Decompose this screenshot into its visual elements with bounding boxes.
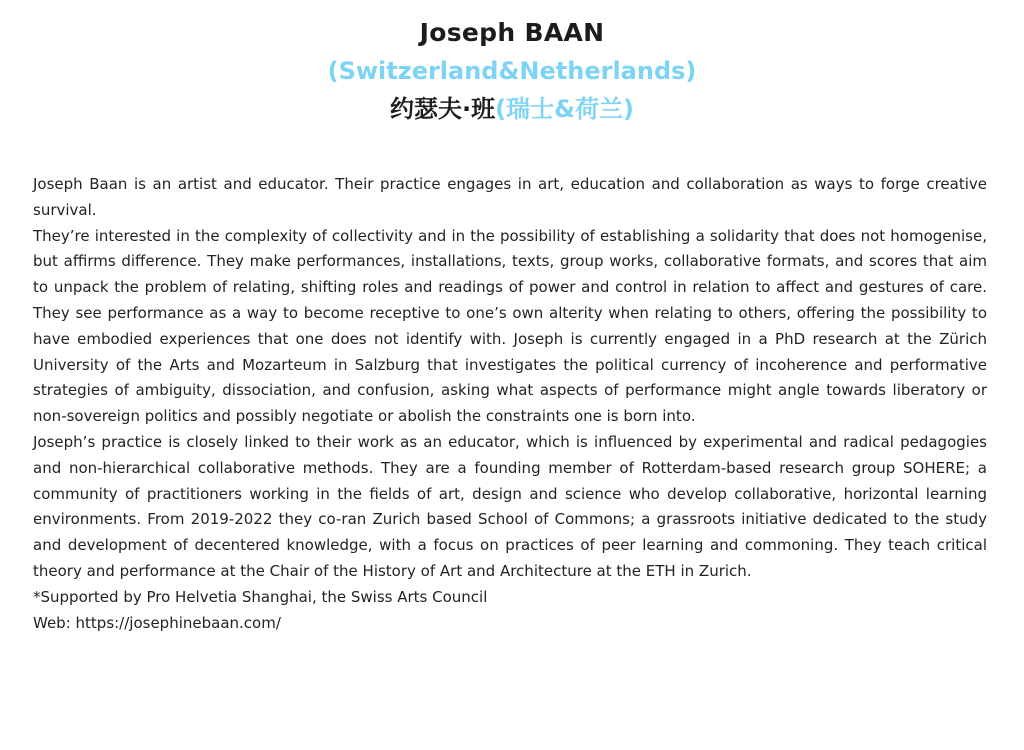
bio-paragraph-practice: They’re interested in the complexity of collectivity and in the possibility of establishing a solidarity that does not homogenise, but affirms difference. They make performances, installations, texts, group works, collaborative formats, and scores that aim to unpack the problem of relating, shifting roles and readings of power and control in relation to affect and gestures of care. They see performance as a way to become receptive to one’s own alterity when relating to others, offering the possibility to have embodied experiences that one does not identify with. Joseph is currently engaged in a PhD research at the Zürich University of the Arts and Mozarteum in Salzburg that investigates the political currency of incoherence and performative strategies of ambiguity, dissociation, and confusion, asking what aspects of performance might angle towards liberatory or non-sovereign politics and possibly negotiate or abolish the constraints one is born into. [33, 226, 987, 426]
artist-biography [33, 172, 987, 636]
bio-paragraph-education: Joseph’s practice is closely linked to their work as an educator, which is influenced by experimental and radical pedagogies and non-hierarchical collaborative methods. They are a founding member of Rotterdam-based research group SOHERE; a community of practitioners working in the fields of art, design and science who develop collaborative, horizontal learning environments. From 2019-2022 they co-ran Zurich based School of Commons; a grassroots initiative dedicated to the study and development of decentered knowledge, with a focus on practices of peer learning and commoning. They teach critical theory and performance at the Chair of the History of Art and Architecture at the ETH in Zurich. [33, 432, 987, 580]
artist-country: (Switzerland&Netherlands) [327, 57, 697, 85]
artist-chinese-title [0, 90, 1024, 128]
bio-support-note: *Supported by Pro Helvetia Shanghai, the Swiss Arts Council [33, 587, 488, 606]
artist-name: Joseph BAAN [419, 18, 605, 47]
bio-paragraph-intro: Joseph Baan is an artist and educator. Their practice engages in art, education and collaboration as ways to forge creative survival. [33, 175, 987, 219]
artist-header [0, 14, 1024, 128]
bio-web-link: Web: https://josephinebaan.com/ [33, 613, 281, 632]
artist-chinese-name: 约瑟夫·班 [390, 95, 496, 123]
artist-chinese-country: (瑞士&荷兰) [495, 95, 634, 123]
